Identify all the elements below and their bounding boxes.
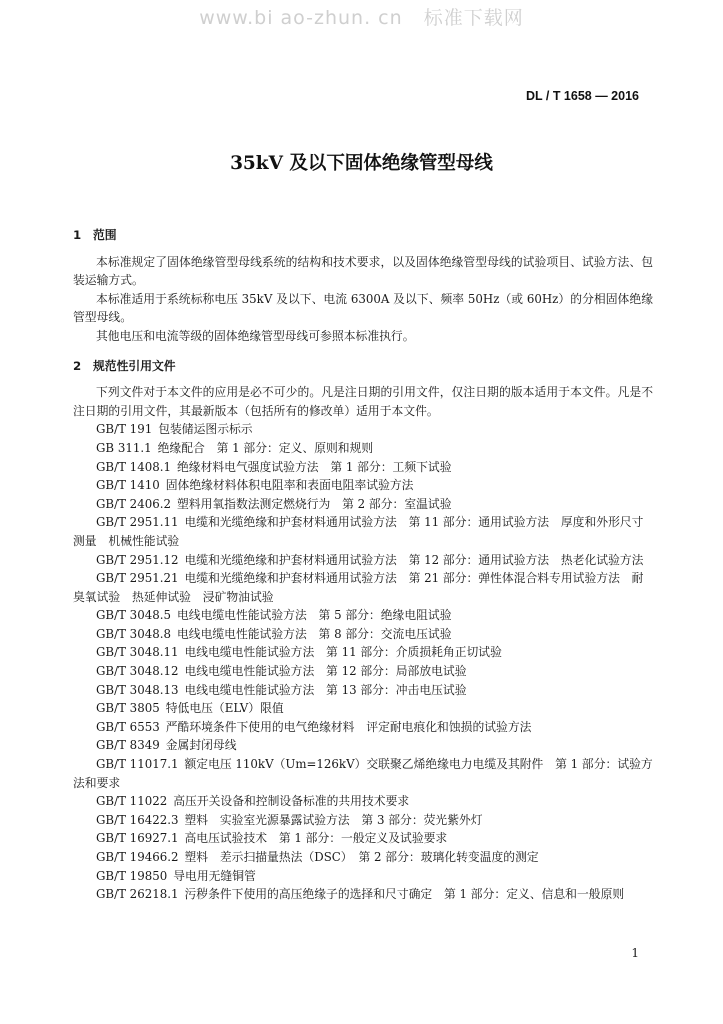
- reference-item: [73, 513, 653, 550]
- standard-code: DL / T 1658 — 2016: [525, 89, 639, 103]
- reference-item: [73, 606, 653, 625]
- reference-title: 塑料 实验室光源暴露试验方法 第 3 部分：荧光紫外灯: [184, 812, 483, 827]
- reference-title: 包装储运图示标示: [158, 422, 253, 437]
- reference-title: 固体绝缘材料体积电阻率和表面电阻率试验方法: [165, 478, 414, 493]
- reference-list: [73, 420, 653, 903]
- reference-code: GB/T 16422.3: [96, 812, 179, 827]
- reference-title: 额定电压 110kV（Um=126kV）交联聚乙烯绝缘电力电缆及其附件 第 1 部分：试验方法和要求: [73, 757, 653, 790]
- reference-code: GB/T 3048.8: [96, 626, 171, 641]
- document-body: [73, 226, 653, 904]
- reference-title: 电线电缆电性能试验方法 第 5 部分：绝缘电阻试验: [176, 608, 452, 623]
- reference-code: GB/T 1410: [96, 478, 160, 493]
- page-number: 1: [631, 946, 639, 960]
- reference-item: [73, 495, 653, 514]
- reference-title: 严酷环境条件下使用的电气绝缘材料 评定耐电痕化和蚀损的试验方法: [165, 719, 532, 734]
- reference-title: 塑料用氧指数法测定燃烧行为 第 2 部分：室温试验: [176, 496, 452, 511]
- reference-item: [73, 867, 653, 886]
- reference-item: [73, 643, 653, 662]
- reference-title: 电线电缆电性能试验方法 第 8 部分：交流电压试验: [176, 626, 452, 641]
- reference-title: 高压开关设备和控制设备标准的共用技术要求: [173, 794, 410, 809]
- reference-title: 特低电压（ELV）限值: [165, 701, 284, 716]
- reference-code: GB/T 11022: [96, 794, 168, 809]
- reference-code: GB/T 26218.1: [96, 887, 179, 902]
- reference-item: [73, 718, 653, 737]
- reference-code: GB/T 11017.1: [96, 757, 179, 772]
- reference-title: 污秽条件下使用的高压绝缘子的选择和尺寸确定 第 1 部分：定义、信息和一般原则: [184, 887, 625, 902]
- reference-item: [73, 811, 653, 830]
- reference-title: 电缆和光缆绝缘和护套材料通用试验方法 第 11 部分：通用试验方法 厚度和外形尺寸测量 机械性能试验: [73, 515, 644, 548]
- reference-item: [73, 625, 653, 644]
- references-intro: 下列文件对于本文件的应用是必不可少的。凡是注日期的引用文件，仅注日期的版本适用于本文件。凡是不注日期的引用文件，其最新版本（包括所有的修改单）适用于本文件。: [73, 385, 653, 418]
- section-scope: [73, 226, 653, 346]
- reference-code: GB/T 16927.1: [96, 831, 179, 846]
- site-watermark: www.bi ao-zhun. cn 标准下载网: [199, 7, 524, 29]
- reference-title: 导电用无缝铜管: [173, 868, 256, 883]
- reference-code: GB/T 3048.11: [96, 645, 179, 660]
- reference-title: 电线电缆电性能试验方法 第 12 部分：局部放电试验: [184, 664, 467, 679]
- reference-code: GB/T 3048.5: [96, 608, 171, 623]
- reference-item: [73, 699, 653, 718]
- reference-item: [73, 420, 653, 439]
- reference-item: [73, 569, 653, 606]
- document-title: 35kV 及以下固体绝缘管型母线: [230, 153, 493, 174]
- reference-title: 绝缘配合 第 1 部分：定义、原则和规则: [157, 440, 374, 455]
- reference-code: GB/T 3048.12: [96, 664, 179, 679]
- reference-item: [73, 792, 653, 811]
- reference-title: 电缆和光缆绝缘和护套材料通用试验方法 第 12 部分：通用试验方法 热老化试验方法: [184, 552, 644, 567]
- reference-code: GB/T 2406.2: [96, 496, 171, 511]
- reference-title: 高电压试验技术 第 1 部分：一般定义及试验要求: [184, 831, 448, 846]
- reference-item: [73, 736, 653, 755]
- reference-item: [73, 681, 653, 700]
- section-title: 规范性引用文件: [93, 358, 176, 373]
- reference-code: GB/T 8349: [96, 738, 160, 753]
- reference-code: GB/T 3805: [96, 701, 160, 716]
- reference-title: 金属封闭母线: [165, 738, 237, 753]
- reference-code: GB/T 191: [96, 422, 153, 437]
- reference-item: [73, 885, 653, 904]
- reference-title: 电缆和光缆绝缘和护套材料通用试验方法 第 21 部分：弹性体混合料专用试验方法 耐臭氧试验 热延伸试验 浸矿物油试验: [73, 571, 644, 604]
- section-heading: [73, 226, 653, 245]
- reference-item: [73, 439, 653, 458]
- reference-item: [73, 829, 653, 848]
- reference-title: 绝缘材料电气强度试验方法 第 1 部分：工频下试验: [176, 459, 452, 474]
- section-number: 1: [73, 228, 82, 242]
- reference-item: [73, 662, 653, 681]
- scope-paragraph: 本标准适用于系统标称电压 35kV 及以下、电流 6300A 及以下、频率 50Hz（或 60Hz）的分相固体绝缘管型母线。: [73, 291, 653, 325]
- reference-item: [73, 755, 653, 792]
- reference-code: GB/T 3048.13: [96, 682, 179, 697]
- scope-paragraph: 本标准规定了固体绝缘管型母线系统的结构和技术要求，以及固体绝缘管型母线的试验项目、试验方法、包装运输方式。: [73, 254, 653, 288]
- section-heading: [73, 357, 653, 376]
- section-normative-references: [73, 357, 653, 904]
- section-number: 2: [73, 358, 82, 373]
- reference-title: 电线电缆电性能试验方法 第 13 部分：冲击电压试验: [184, 682, 467, 697]
- reference-item: [73, 551, 653, 570]
- scope-paragraph: 其他电压和电流等级的固体绝缘管型母线可参照本标准执行。: [96, 328, 415, 343]
- reference-item: [73, 476, 653, 495]
- reference-code: GB/T 19850: [96, 868, 168, 883]
- reference-code: GB/T 2951.12: [96, 552, 179, 567]
- reference-title: 电线电缆电性能试验方法 第 11 部分：介质损耗角正切试验: [184, 645, 502, 660]
- reference-title: 塑料 差示扫描量热法（DSC） 第 2 部分：玻璃化转变温度的测定: [184, 850, 539, 864]
- reference-code: GB/T 1408.1: [96, 459, 171, 474]
- section-title: 范围: [93, 228, 117, 242]
- reference-code: GB 311.1: [96, 440, 152, 455]
- reference-code: GB/T 2951.21: [96, 571, 179, 586]
- reference-code: GB/T 2951.11: [96, 515, 179, 530]
- reference-code: GB/T 19466.2: [96, 850, 179, 864]
- reference-code: GB/T 6553: [96, 719, 160, 734]
- reference-item: [73, 848, 653, 867]
- reference-item: [73, 458, 653, 477]
